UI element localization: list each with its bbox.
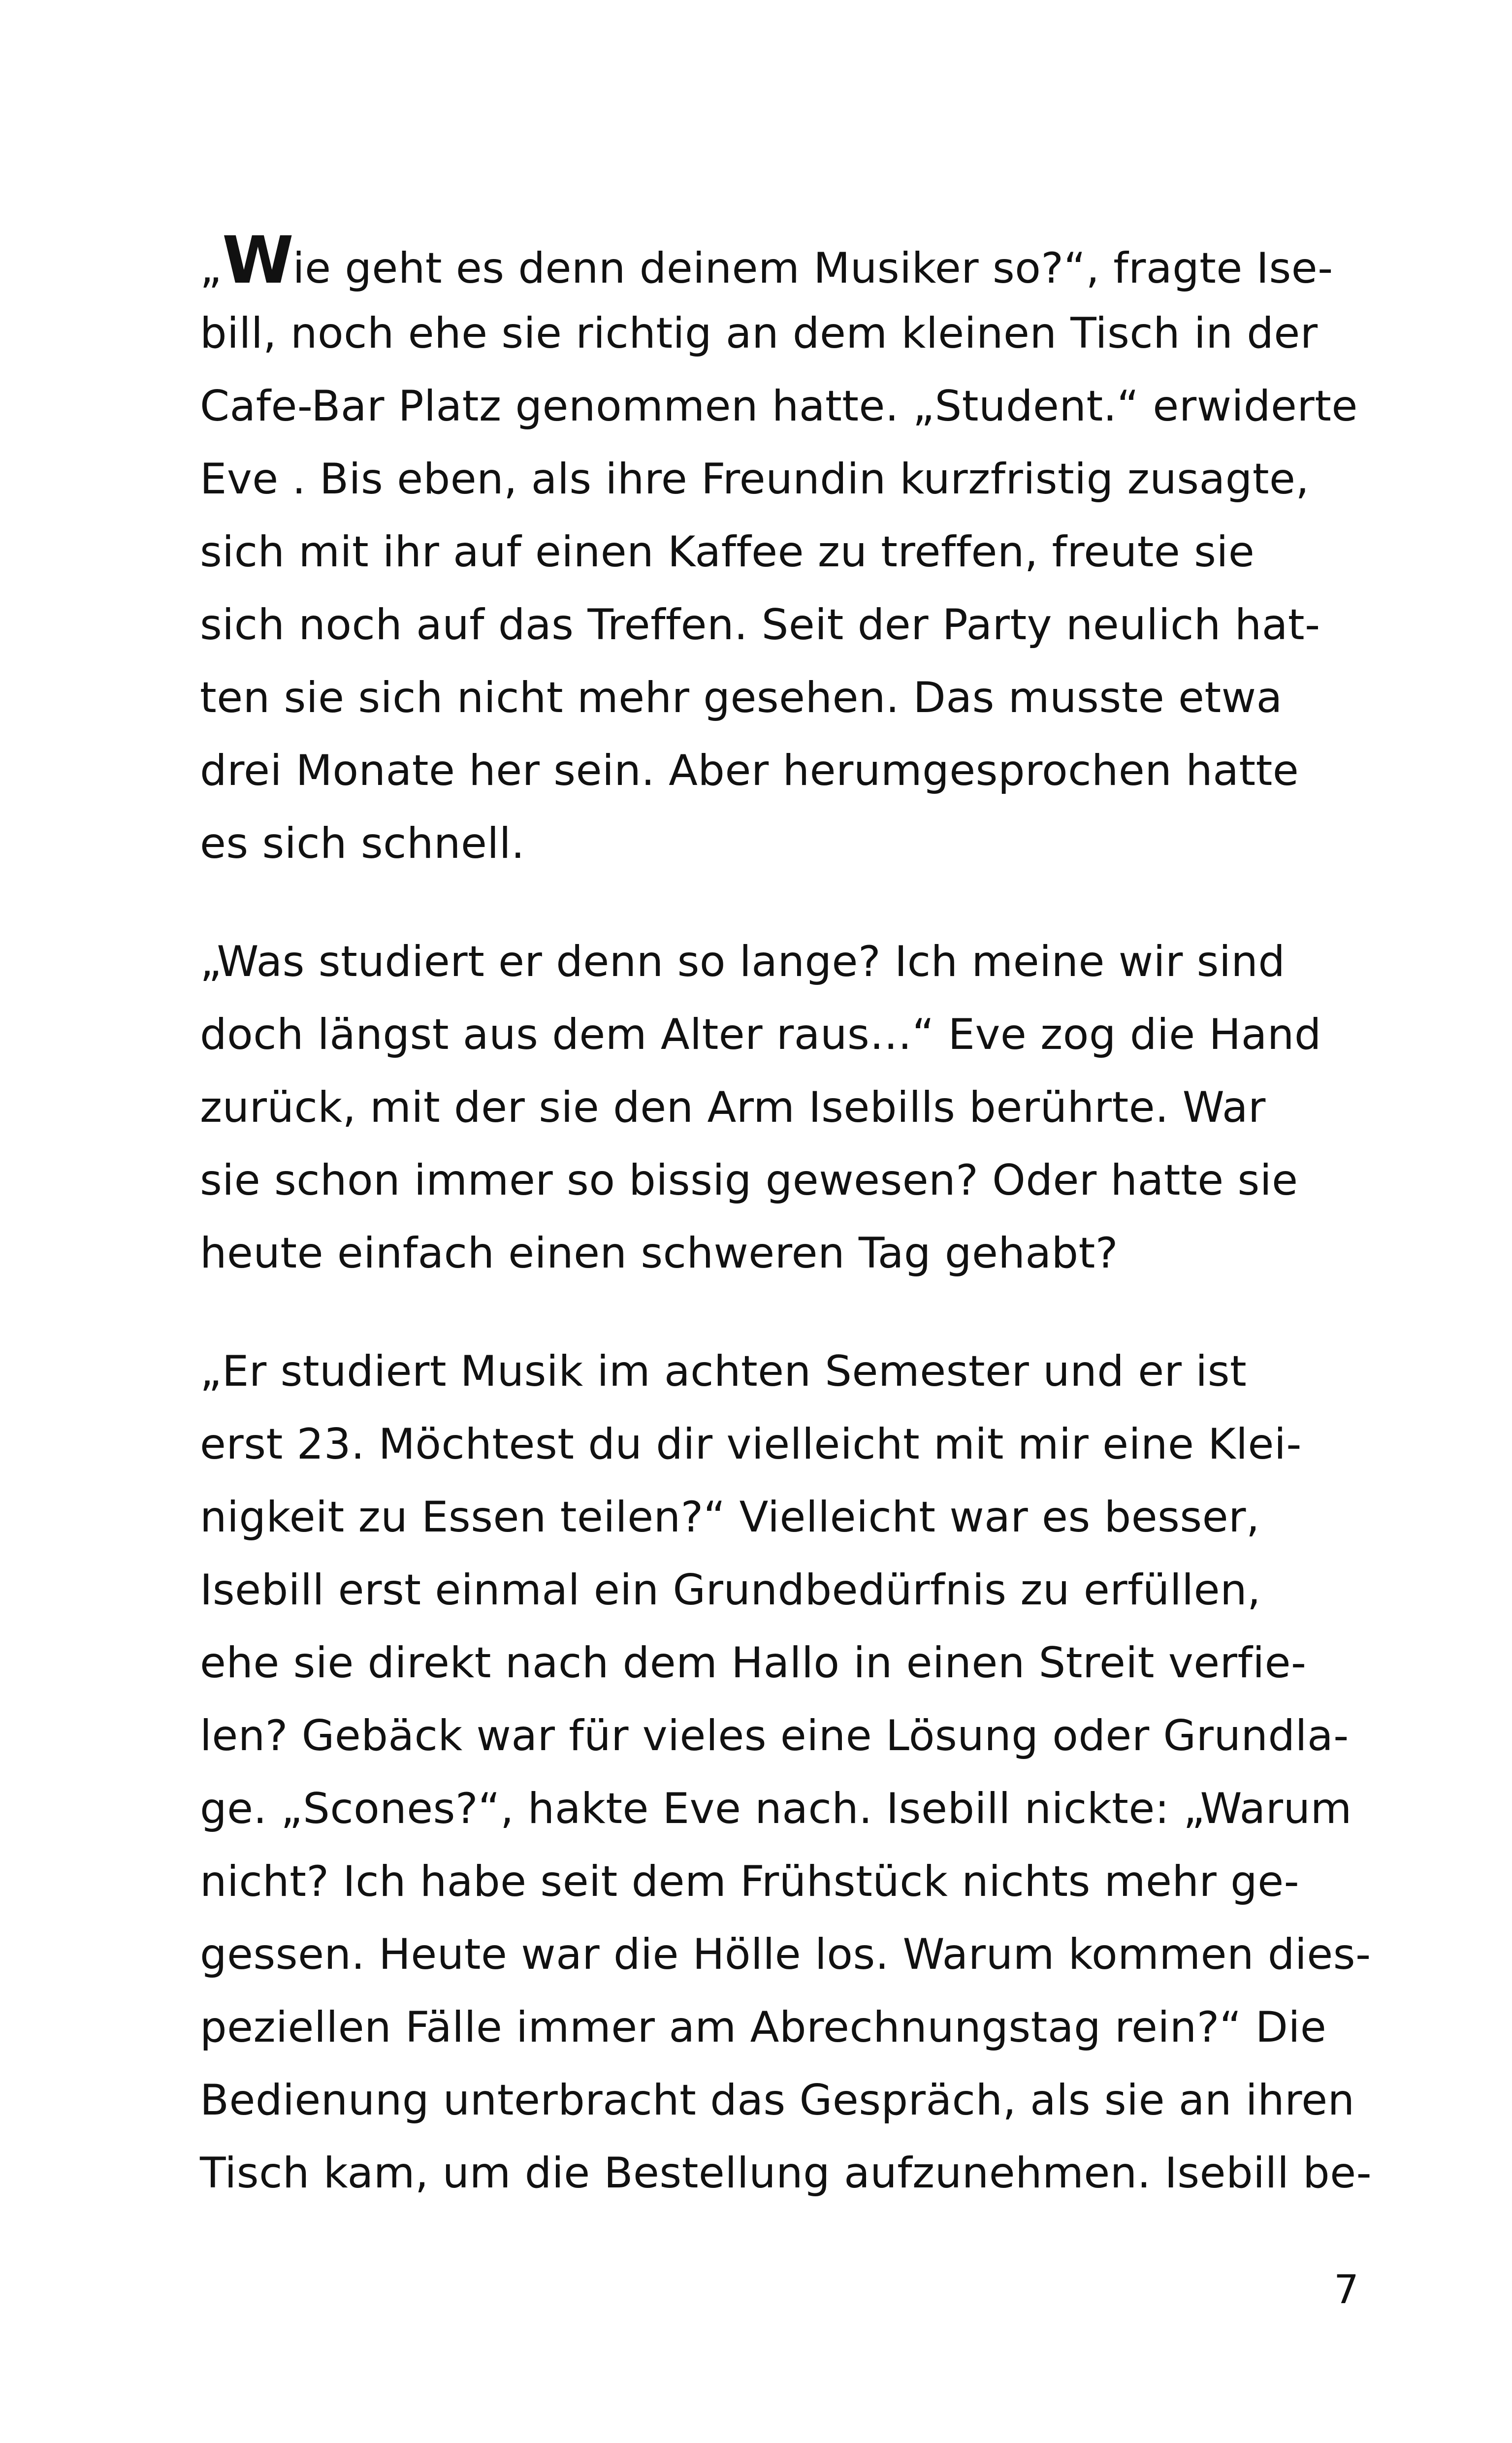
paragraph-line: sie schon immer so bissig gewesen? Oder hatte sie xyxy=(200,1156,1298,1205)
paragraph-3 xyxy=(200,1335,1372,2210)
paragraph-line: bill, noch ehe sie richtig an dem kleinen Tisch in der xyxy=(200,309,1318,358)
paragraph-line: ge. „Scones?“, hakte Eve nach. Isebill nickte: „Warum xyxy=(200,1784,1352,1833)
paragraph-line: sich mit ihr auf einen Kaffee zu treffen, freute sie xyxy=(200,527,1255,577)
paragraph-line: peziellen Fälle immer am Abrechnungstag rein?“ Die xyxy=(200,2003,1327,2052)
paragraph-line: drei Monate her sein. Aber herumgesprochen hatte xyxy=(200,746,1299,795)
paragraph-line: nicht? Ich habe seit dem Frühstück nichts mehr ge- xyxy=(200,1857,1300,1906)
drop-cap: W xyxy=(222,223,293,298)
paragraph-line: len? Gebäck war für vieles eine Lösung oder Grundla- xyxy=(200,1711,1349,1760)
paragraph-line: heute einfach einen schweren Tag gehabt? xyxy=(200,1229,1119,1278)
paragraph-1 xyxy=(200,223,1358,880)
paragraph-line: erst 23. Möchtest du dir vielleicht mit mir eine Klei- xyxy=(200,1420,1302,1469)
paragraph-line: Isebill erst einmal ein Grundbedürfnis zu erfüllen, xyxy=(200,1565,1261,1615)
page-body xyxy=(200,223,1372,2210)
paragraph-line: zurück, mit der sie den Arm Isebills berührte. War xyxy=(200,1083,1266,1132)
paragraph-line: Tisch kam, um die Bestellung aufzunehmen. Isebill be- xyxy=(200,2149,1372,2198)
paragraph-line: „Was studiert er denn so lange? Ich meine wir sind xyxy=(200,937,1286,986)
opening-quote: „ xyxy=(200,244,223,293)
paragraph-line: „Er studiert Musik im achten Semester und er ist xyxy=(200,1347,1247,1396)
paragraph-line: ehe sie direkt nach dem Hallo in einen Streit verfie- xyxy=(200,1638,1307,1688)
paragraph-2 xyxy=(200,925,1352,1290)
paragraph-line: nigkeit zu Essen teilen?“ Vielleicht war es besser, xyxy=(200,1493,1260,1542)
paragraph-line: Bedienung unterbracht das Gespräch, als sie an ihren xyxy=(200,2076,1355,2125)
paragraph-line: es sich schnell. xyxy=(200,819,525,868)
paragraph-line: Eve . Bis eben, als ihre Freundin kurzfristig zusagte, xyxy=(200,455,1310,504)
page-number: 7 xyxy=(1334,2267,1359,2313)
paragraph-line xyxy=(200,224,1352,297)
paragraph-line: doch längst aus dem Alter raus…“ Eve zog die Hand xyxy=(200,1010,1322,1059)
paragraph-line: Cafe-Bar Platz genommen hatte. „Student.“ erwiderte xyxy=(200,382,1358,431)
first-line-rest: ie geht es denn deinem Musiker so?“, fragte Ise- xyxy=(292,244,1333,293)
paragraph-line: sich noch auf das Treffen. Seit der Party neulich hat- xyxy=(200,600,1320,650)
paragraph-line: gessen. Heute war die Hölle los. Warum kommen dies- xyxy=(200,1930,1371,1979)
paragraph-line: ten sie sich nicht mehr gesehen. Das musste etwa xyxy=(200,673,1283,722)
